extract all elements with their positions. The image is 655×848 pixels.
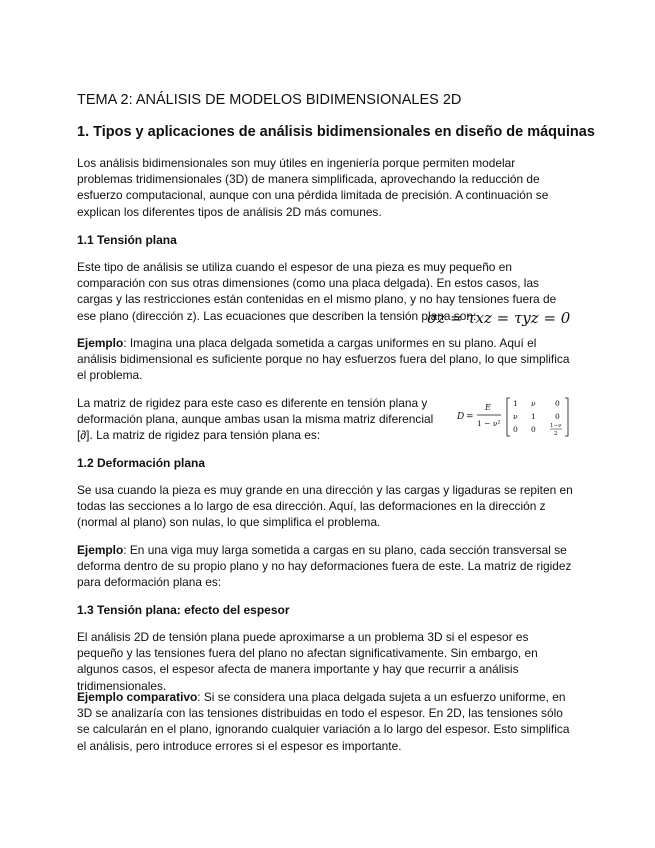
example-comparative-text: : Si se considera una placa delgada sujeta a un esfuerzo uniforme, en 3D se analizaría con las tensiones distribuidas en todo el espesor. En 2D, las tensiones sólo se calcularán en el plano, ignorando cualquier variación a lo largo del espesor. Esto simplifica el análisis, pero introduce errores si el espesor es importante. xyxy=(77,690,570,753)
section-1-3-paragraph: El análisis 2D de tensión plana puede aproximarse a un problema 3D si el espesor es pequeño y las tensiones fuera del plano no afectan significativamente. Sin embargo, en algunos casos, el espesor afecta de manera importante y hay que recurrir a análisis tridimensionales. xyxy=(77,630,538,693)
plane-stress-equation-text: σz = τxz = τyz = 0 xyxy=(427,309,571,327)
svg-text:0: 0 xyxy=(555,412,560,421)
section-1-heading: 1. Tipos y aplicaciones de análisis bidimensionales en diseño de máquinas xyxy=(77,124,595,140)
section-1-1-example xyxy=(77,335,577,384)
svg-text:1−ν: 1−ν xyxy=(550,423,562,429)
stiffness-matrix xyxy=(457,394,579,438)
section-1-2-example xyxy=(77,542,577,591)
svg-text:1: 1 xyxy=(531,412,536,421)
example-label: Ejemplo xyxy=(77,336,124,350)
svg-text:0: 0 xyxy=(531,425,536,434)
svg-text:1 − ν²: 1 − ν² xyxy=(477,419,501,428)
section-1-3-example xyxy=(77,689,577,754)
svg-text:=: = xyxy=(466,412,474,422)
section-1-intro: Los análisis bidimensionales son muy útiles en ingeniería porque permiten modelar problemas tridimensionales (3D) de manera simplificada, aprovechando la reducción de esfuerzo computacional, aunque con una pérdida limitada de precisión. A continuación se explican los diferentes tipos de análisis 2D más comunes. xyxy=(77,156,549,219)
svg-text:0: 0 xyxy=(513,425,518,434)
svg-text:ν: ν xyxy=(513,412,518,421)
section-1-3-heading: 1.3 Tensión plana: efecto del espesor xyxy=(77,603,290,617)
example-text: : En una viga muy larga sometida a cargas en su plano, cada sección transversal se deforma dentro de su propio plano y no hay deformaciones fuera de este. La matriz de rigidez para deformación plana es: xyxy=(77,543,572,590)
svg-text:1: 1 xyxy=(513,399,518,408)
svg-text:0: 0 xyxy=(555,399,560,408)
section-1-1-paragraph: Este tipo de análisis se utiliza cuando el espesor de una pieza es muy pequeño en comparación con sus otras dimensiones (como una placa delgada). En estos casos, las cargas y las restricciones están contenidas en el mismo plano, y no hay tensiones fuera de ese plano (dirección z). Las ecuaciones que describen la tensión plana son: xyxy=(77,260,557,323)
section-1-2-paragraph: Se usa cuando la pieza es muy grande en una dirección y las cargas y ligaduras se repiten en todas las secciones a lo largo de esa dirección. Aquí, las deformaciones en la dirección z (normal al plano) son nulas, lo que simplifica el problema. xyxy=(77,483,573,530)
svg-text:D: D xyxy=(457,412,465,422)
plane-stress-equation xyxy=(427,309,570,327)
example-label: Ejemplo xyxy=(77,543,124,557)
example-text: : Imagina una placa delgada sometida a cargas uniformes en su plano. Aquí el análisis bidimensional es suficiente porque no hay esfuerzos fuera del plano, lo que simplifica el problema. xyxy=(77,336,570,383)
section-1-1-stiffness-paragraph: La matriz de rigidez para este caso es diferente en tensión plana y deformación plana, aunque ambas usan la misma matriz diferencial [∂]. La matriz de rigidez para tensión plana es: xyxy=(77,396,434,443)
svg-text:2: 2 xyxy=(554,431,558,437)
svg-text:ν: ν xyxy=(531,399,536,408)
example-comparative-label: Ejemplo comparativo xyxy=(77,690,198,704)
section-1-2-heading: 1.2 Deformación plana xyxy=(77,456,206,470)
section-1-1-heading: 1.1 Tensión plana xyxy=(77,233,177,247)
svg-text:E: E xyxy=(485,403,491,412)
document-title: TEMA 2: ANÁLISIS DE MODELOS BIDIMENSIONALES 2D xyxy=(77,92,462,108)
